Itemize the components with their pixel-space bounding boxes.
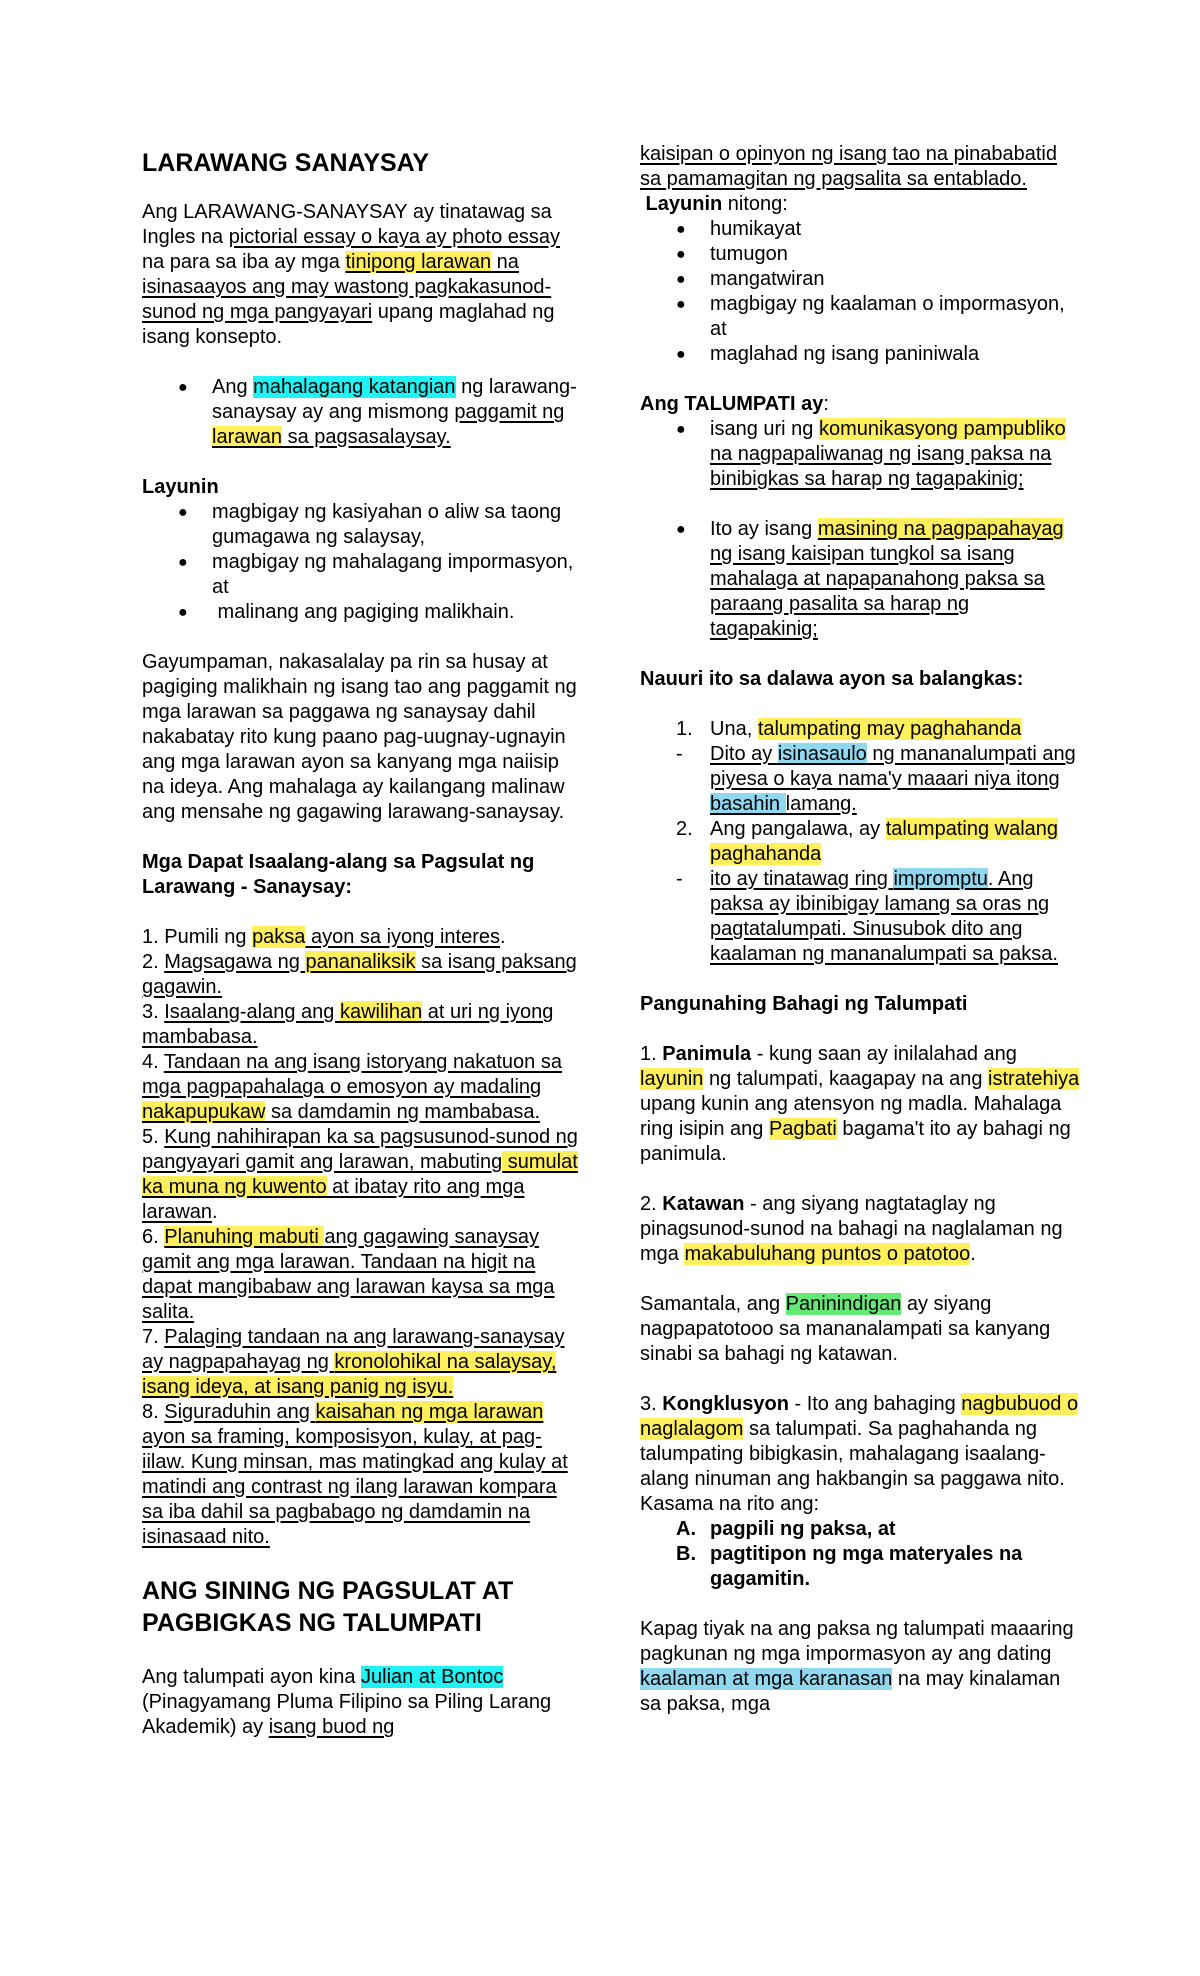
kapag-paragraph: Kapag tiyak na ang paksa ng talumpati maaaring pagkunan ng mga impormasyon ay ang dating kaalaman at mga karanasan na may kinalaman sa paksa, mga (640, 1618, 1074, 1715)
list-item: ● isang uri ng komunikasyong pampubliko na nagpapaliwanag ng isang paksa na binibigkas sa harap ng tagapakinig; (640, 417, 1080, 492)
panimula-paragraph: 1. Panimula - kung saan ay inilalahad ang layunin ng talumpati, kaagapay na ang istratehiya upang kunin ang atensyon ng madla. Mahalaga ring isipin ang Pagbati bagama't ito ay bahagi ng panimula. (640, 1043, 1080, 1165)
list-item: ● magbigay ng kasiyahan o aliw sa taong gumagawa ng salaysay, (142, 500, 582, 550)
list-item: 2. Ang pangalawa, ay talumpating walang paghahanda (676, 818, 1059, 865)
dapat-list (142, 925, 582, 1550)
list-item: ● Ang mahalagang katangian ng larawang-sanaysay ay ang mismong paggamit ng larawan sa pagsasalaysay. (142, 375, 582, 450)
section-title-larawang-sanaysay: LARAWANG SANAYSAY (142, 149, 430, 177)
underlined-text: na isinasaayos ang may wastong pagkakasunod-sunod ng mga pangyayari (142, 251, 552, 323)
list-item: 1. Una, talumpating may paghahanda (676, 718, 1022, 740)
text: na para sa iba ay mga (142, 251, 346, 273)
highlight: tinipong larawan (345, 251, 492, 273)
list-item: 7. Palaging tandaan na ang larawang-sanaysay ay nagpapahayag ng kronolohikal na salaysay, isang ideya, at isang panig ng isyu. (142, 1326, 565, 1398)
hakbang-list (640, 1517, 1080, 1592)
talumpati-definition-list (640, 417, 1080, 642)
spacer (640, 492, 1080, 517)
talumpati-heading: Ang TALUMPATI ay: (640, 393, 829, 415)
list-item: ● magbigay ng mahalagang impormasyon, at (142, 550, 582, 600)
list-item: 6. Planuhing mabuti ang gagawing sanaysay gamit ang mga larawan. Tandaan na higit na dapat mangibabaw ang larawan kaysa sa mga salita. (142, 1226, 555, 1323)
highlight: Julian at Bontoc (361, 1666, 504, 1688)
list-item: ● Ito ay isang masining na pagpapahayag ng isang kaisipan tungkol sa isang mahalaga at napapanahong paksa sa paraang pasalita sa harap ng tagapakinig; (640, 517, 1080, 642)
text: upang maglahad ng isang konsepto. (142, 301, 555, 348)
gayunpaman-paragraph: Gayumpaman, nakasalalay pa rin sa husay at pagiging malikhain ng isang tao ang paggamit ng mga larawan sa paggawa ng sanaysay dahil nakabatay rito kung paano pag-uugnay-ugnayin ang mga larawan ayon sa kanyang mga naiisip na ideya. Ang mahalaga ay kailangang malinaw ang mensahe ng gagawing larawang-sanaysay. (142, 651, 577, 823)
layunin-heading: Layunin (142, 476, 219, 498)
section-title-talumpati: ANG SINING NG PAGSULAT AT PAGBIGKAS NG TALUMPATI (142, 1577, 514, 1637)
list-item: ● mangatwiran (640, 267, 1080, 292)
list-item: ● humikayat (640, 217, 1080, 242)
talumpati-layunin-list (640, 217, 1080, 367)
katawan-paragraph: 2. Katawan - ang siyang nagtataglay ng pinagsunod-sunod na bahagi na naglalaman ng mga makabuluhang puntos o patotoo. (640, 1193, 1063, 1265)
uri-list (640, 717, 1080, 967)
list-item: A. pagpili ng paksa, at (676, 1518, 896, 1540)
list-item: - Dito ay isinasaulo ng mananalumpati ang piyesa o kaya nama'y maaari niya itong basahin lamang. (676, 743, 1076, 815)
talumpati-intro-paragraph: Ang talumpati ayon kina Julian at Bontoc (Pinagyamang Pluma Filipino sa Piling Larang Akademik) ay isang buod ng (142, 1666, 552, 1738)
layunin-list (142, 500, 582, 625)
list-item: 3. Isaalang-alang ang kawilihan at uri ng iyong mambabasa. (142, 1001, 554, 1048)
layunin-line: Layunin nitong: (640, 193, 788, 215)
list-item: ● tumugon (640, 242, 1080, 267)
list-item: ● maglahad ng isang paniniwala (640, 342, 1080, 367)
list-item: 5. Kung nahihirapan ka sa pagsusunod-sunod ng pangyayari gamit ang larawan, mabuting sumulat ka muna ng kuwento at ibatay rito ang mga larawan. (142, 1126, 578, 1223)
nauuri-heading: Nauuri ito sa dalawa ayon sa balangkas: (640, 668, 1024, 690)
list-item: - ito ay tinatawag ring impromptu. Ang paksa ay ibinibigay lamang sa oras ng pagtatalumpati. Sinusubok dito ang kaalaman ng mananalumpati sa paksa. (676, 868, 1058, 965)
underlined-text: pictorial essay o kaya ay photo essay (228, 226, 561, 248)
intro-paragraph (142, 200, 582, 350)
list-item: 2. Magsagawa ng pananaliksik sa isang paksang gagawin. (142, 951, 577, 998)
samantala-paragraph: Samantala, ang Paninindigan ay siyang nagpapatotooo sa mananalampati sa kanyang sinabi sa bahagi ng katawan. (640, 1293, 1051, 1365)
bahagi-heading: Pangunahing Bahagi ng Talumpati (640, 993, 968, 1015)
right-column (640, 0, 1080, 1717)
continued-paragraph: kaisipan o opinyon ng isang tao na pinababatid sa pamamagitan ng pagsalita sa entablado. (640, 143, 1057, 190)
list-item: ● malinang ang pagiging malikhain. (142, 600, 582, 625)
text: Ang LARAWANG-SANAYSAY ay tinatawag sa Ingles na (142, 201, 552, 248)
highlight: larawan (212, 426, 283, 448)
dapat-heading: Mga Dapat Isaalang-alang sa Pagsulat ng Larawang - Sanaysay: (142, 851, 535, 898)
left-column (142, 0, 582, 1740)
list-item: 4. Tandaan na ang isang istoryang nakatuon sa mga pagpapahalaga o emosyon ay madaling nakapupukaw sa damdamin ng mambabasa. (142, 1051, 562, 1123)
list-item: ● magbigay ng kaalaman o impormasyon, at (640, 292, 1080, 342)
katangian-list (142, 375, 582, 450)
kongklusyon-paragraph: 3. Kongklusyon - Ito ang bahaging nagbubuod o naglalagom sa talumpati. Sa paghahanda ng talumpating bibigkasin, mahalagang isaalang-alang ninuman ang hakbangin sa paggawa nito. Kasama na rito ang: (640, 1393, 1079, 1515)
list-item: B. pagtitipon ng mga materyales na gagamitin. (676, 1543, 1023, 1590)
list-item: 1. Pumili ng paksa ayon sa iyong interes. (142, 926, 506, 948)
highlight: mahalagang katangian (253, 376, 456, 398)
list-item: 8. Siguraduhin ang kaisahan ng mga larawan ayon sa framing, komposisyon, kulay, at pag-iilaw. Kung minsan, mas matingkad ang kulay at matindi ang contrast ng ilang larawan kompara sa iba dahil sa pagbabago ng damdamin na isinasaad nito. (142, 1401, 568, 1548)
